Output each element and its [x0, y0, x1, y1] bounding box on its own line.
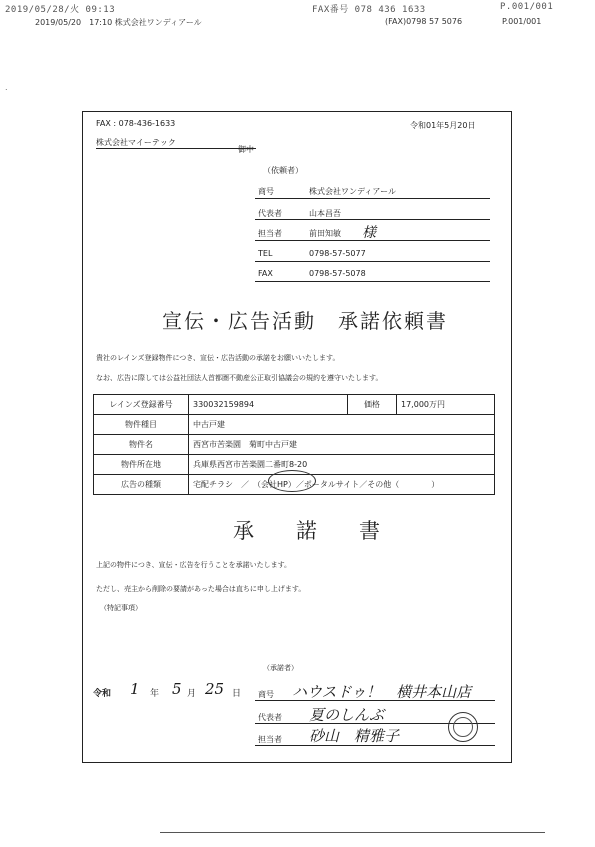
client-label-staff: 担当者 [258, 229, 282, 238]
client-row-line [255, 281, 490, 282]
consenter-value-rep: 夏のしんぶ [309, 706, 385, 724]
table-value-adtype: 宅配チラシ ／ （会社HP）／ポータルサイト／その他（ ） [189, 475, 495, 495]
table-value-type: 中古戸建 [189, 415, 495, 435]
consenter-heading: （承諾者） [263, 664, 298, 672]
consent-line2: ただし、売主から削除の要請があった場合は直ちに申し上げます。 [96, 585, 306, 593]
client-row-line [255, 198, 490, 199]
table-label-price: 価格 [348, 395, 397, 415]
sign-date-year: 1 [130, 680, 140, 698]
page-title: 宣伝・広告活動 承諾依頼書 [162, 309, 448, 333]
client-value-staff: 前田知敏 [309, 229, 341, 238]
table-label-address: 物件所在地 [94, 455, 189, 475]
client-row-line [255, 261, 490, 262]
consent-special-notes: （特記事項） [100, 604, 142, 612]
client-value-rep: 山本昌吾 [309, 209, 341, 218]
selected-option-circle [268, 470, 316, 492]
fax-header-number: FAX番号 078 436 1633 [312, 5, 426, 15]
table-row [94, 435, 495, 455]
company-seal-icon [448, 712, 478, 742]
consenter-value-company: ハウスドゥ！ 横井本山店 [292, 683, 472, 701]
consent-title: 承 諾 書 [233, 519, 380, 543]
recipient-name: 株式会社マイーテック [96, 138, 176, 147]
client-row-line [255, 219, 490, 220]
consenter-label-staff: 担当者 [258, 735, 282, 744]
client-value-company: 株式会社ワンディアール [309, 187, 396, 196]
fax-header-sender-fax: (FAX)0798 57 5076 [385, 17, 463, 26]
sign-date-year-unit: 年 [150, 689, 160, 699]
recipient-underline [96, 148, 256, 149]
consenter-row-line [255, 700, 495, 701]
table-value-reins: 330032159894 [189, 395, 348, 415]
consenter-label-company: 商号 [258, 690, 274, 699]
client-heading: （依頼者） [263, 166, 303, 175]
sign-date-era: 令和 [93, 689, 112, 699]
table-value-name: 西宮市苦楽園 菊町中古戸建 [189, 435, 495, 455]
client-row-line [255, 240, 490, 241]
fax-header-page2: P.001/001 [502, 17, 542, 26]
recipient-suffix: 御中 [238, 145, 254, 154]
table-label-name: 物件名 [94, 435, 189, 455]
consenter-value-staff: 砂山 精雅子 [309, 727, 400, 745]
fax-header-time: 2019/05/28/火 09:13 [5, 5, 116, 15]
table-label-reins: レインズ登録番号 [94, 395, 189, 415]
consenter-label-rep: 代表者 [258, 713, 282, 722]
bottom-rule [160, 832, 545, 833]
client-label-company: 商号 [258, 187, 274, 196]
client-label-fax: FAX [258, 269, 273, 278]
sign-date-day: 25 [205, 680, 225, 698]
sign-date-month: 5 [172, 680, 182, 698]
table-label-type: 物件種目 [94, 415, 189, 435]
fax-header-sender: 2019/05/20 17:10 株式会社ワンディアール [35, 18, 202, 27]
client-label-rep: 代表者 [258, 209, 282, 218]
client-value-fax: 0798-57-5078 [309, 269, 366, 278]
consenter-row-line [255, 745, 495, 746]
fax-header-page: P.001/001 [500, 2, 554, 12]
table-row [94, 415, 495, 435]
client-label-tel: TEL [258, 249, 273, 258]
sign-date-month-unit: 月 [187, 689, 197, 699]
table-label-adtype: 広告の種類 [94, 475, 189, 495]
doc-fax-number: FAX : 078-436-1633 [96, 119, 176, 128]
doc-date: 令和01年5月20日 [410, 121, 476, 130]
client-value-staff-extra: 様 [362, 225, 376, 241]
intro-line1: 貴社のレインズ登録物件につき、宣伝・広告活動の承諾をお願いいたします。 [96, 354, 340, 362]
consent-line1: 上記の物件につき、宣伝・広告を行うことを承諾いたします。 [96, 561, 292, 569]
table-row [94, 395, 495, 415]
sign-date-day-unit: 日 [232, 689, 242, 699]
table-value-price: 17,000万円 [397, 395, 495, 415]
intro-line2: なお、広告に際しては公益社団法人首都圏不動産公正取引協議会の規約を遵守いたします。 [96, 374, 383, 382]
table-value-address: 兵庫県西宮市苦楽園二番町8-20 [189, 455, 495, 475]
page-mark: . [5, 83, 8, 92]
client-value-tel: 0798-57-5077 [309, 249, 366, 258]
